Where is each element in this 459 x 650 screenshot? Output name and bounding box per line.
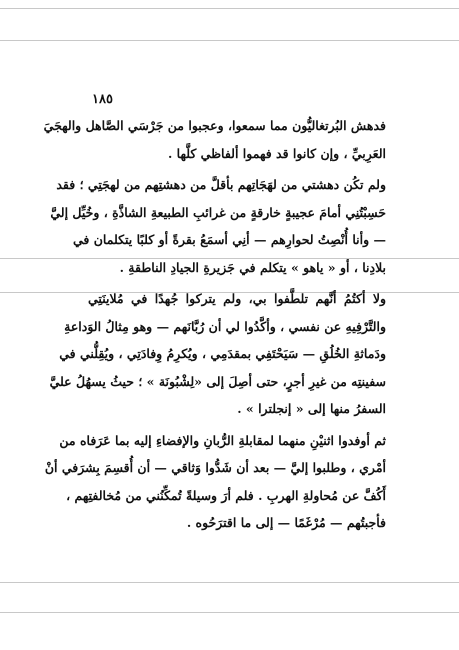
footer-rule-2 <box>0 612 459 613</box>
paragraph-1 <box>43 112 386 167</box>
text-line: ولا أكتُمُ أنَّهم تلطَّفوا بي، ولم يتركوا جُهدًا في مُلاينَتِي <box>88 291 386 306</box>
top-rule <box>0 8 459 9</box>
text-line: ودَماثةِ الخُلُقِ — سَيَحْتَفِي بمقدَمِي ، ويُكرِمُ وِفادَتِي ، ويُقِلُّني في <box>59 346 386 361</box>
text-line: — وأنا أُنْصِتُ لحوارِهم — أنِي أسمَعُ بقرةً أو كلبًا يتكلمان في <box>72 232 386 247</box>
header-rule <box>0 40 459 41</box>
page-number: ١٨٥ <box>92 92 113 107</box>
body-text <box>43 112 386 541</box>
text-line: ثم أوفدوا اثنيْنِ منهما لمقابلةِ الرُّبانِ والإفضاءِ إليه بما عَرَفاه من <box>59 432 386 448</box>
text-line: العَرِبيِّ ، وإن كانوا قد فهموا ألفاظي كلَّها . <box>167 145 386 161</box>
text-line: أمْري ، وطلبوا إليَّ — بعد أن شَدُّوا وَثاقي — أن أُقسِمَ بِشرَفي أنْ <box>44 460 386 475</box>
paragraph-3 <box>49 285 386 423</box>
paragraph-4 <box>44 427 386 537</box>
text-line: بلادِنا ، أو « ياهو » يتكلم في جَزيرةِ الجيادِ الناطقةِ . <box>119 259 386 275</box>
text-line: فأجبتُهم — مُرْغَمًا — إلى ما اقترَحُوه . <box>186 515 386 530</box>
text-line: فدهش البُرتغاليُّون مما سمعوا، وعجبوا من جَرْسَي الصَّاهل والهجَيَ <box>43 118 386 133</box>
text-line: ولم تكُن دهشتي من لهَجَاتِهم بأقلَّ من دهشتِهم من لهجَتِي ؛ فقد <box>56 177 386 192</box>
text-line: أَكُفَّ عن مُحاولةِ الهربِ . فلم أرَ وسيلةً تُمكِّنُني من مُخالفتِهم ، <box>66 487 386 503</box>
text-line: السفرُ منها إلى « إنجلترا » . <box>237 401 386 416</box>
paragraph-2 <box>50 171 386 281</box>
footer-rule-1 <box>0 582 459 583</box>
text-line: والتَّرْفِيهِ عن نفسي ، وأكَّدُوا لي أن رُبَّانَهم — وهو مِثالُ الوَداعةِ <box>64 318 386 334</box>
text-line: حَسِبْتُنِي أمامَ عجيبةٍ خارقةٍ من غرائبِ الطبيعةِ الشاذَّةِ ، وخُيِّل إليَّ <box>50 204 386 220</box>
text-line: سفينتِه من غيرِ أجرٍ، حتى أصِلَ إلى «لِشْبُونَة » ؛ حيثُ يسهُلُ عليَّ <box>49 373 386 389</box>
